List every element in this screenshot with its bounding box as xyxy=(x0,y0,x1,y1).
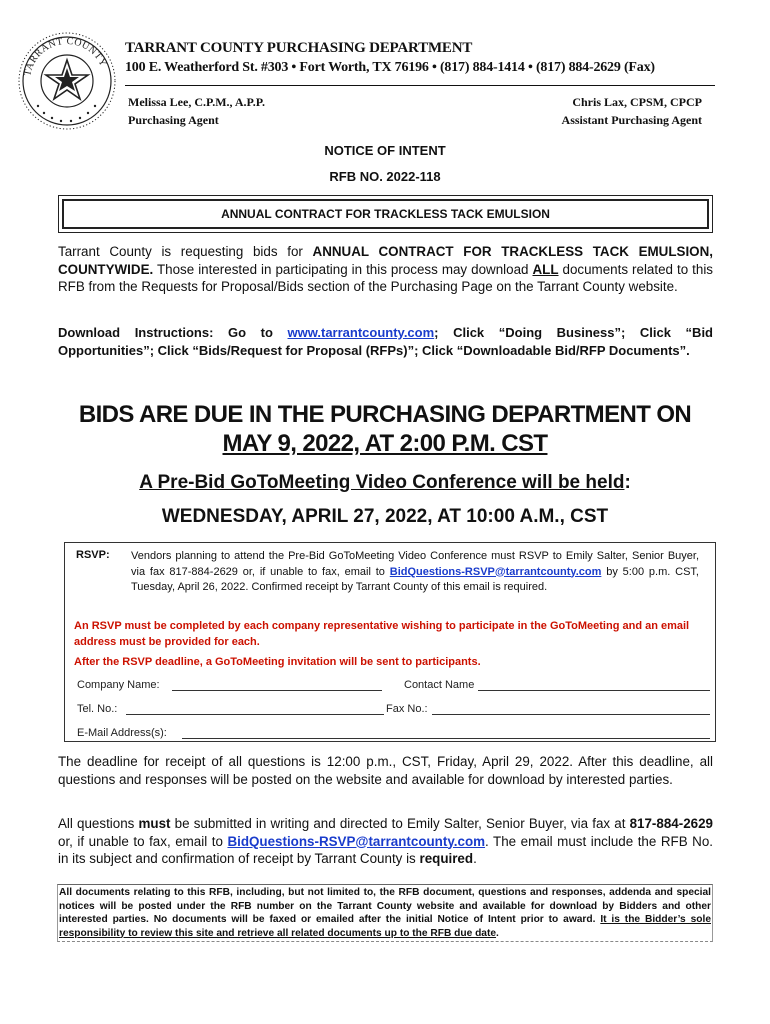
county-website-link[interactable]: www.tarrantcounty.com xyxy=(287,325,435,340)
notice-heading: NOTICE OF INTENT xyxy=(324,143,446,158)
questions-deadline-paragraph: The deadline for receipt of all questions is 12:00 p.m., CST, Friday, April 29, 2022. After this deadline, all questions and responses will be posted on the website and available for download by interested parties. xyxy=(58,754,713,787)
company-name-label: Company Name: xyxy=(77,679,160,691)
fax-label: Fax No.: xyxy=(386,703,428,715)
fax-field[interactable] xyxy=(432,714,710,715)
rsvp-requirement-notice: An RSVP must be completed by each company representative wishing to participate in the GoToMeeting and an email address must be provided for each. xyxy=(74,620,690,648)
intro-paragraph: Tarrant County is requesting bids for ANNUAL CONTRACT FOR TRACKLESS TACK EMULSION, COUNTYWIDE. Those interested in participating in this process may download ALL documents related to this RFB from the Requests for Proposal/Bids section of the Purchasing Page on the Tarrant County website. xyxy=(58,244,713,294)
rsvp-invitation-notice: After the RSVP deadline, a GoToMeeting invitation will be sent to participants. xyxy=(74,656,481,668)
prebid-heading: A Pre-Bid GoToMeeting Video Conference will be held: xyxy=(139,472,631,493)
department-name: TARRANT COUNTY PURCHASING DEPARTMENT xyxy=(125,40,473,56)
svg-text:TARRANT COUNTY: TARRANT COUNTY xyxy=(22,35,109,77)
purchasing-agent-block xyxy=(128,93,265,129)
bids-due-heading: BIDS ARE DUE IN THE PURCHASING DEPARTMENT ON xyxy=(78,401,692,428)
rsvp-instructions: Vendors planning to attend the Pre-Bid GoToMeeting Video Conference must RSVP to Emily Salter, Senior Buyer, via fax 817-884-2629 or, if unable to fax, email to BidQuestions-RSVP@tarrantcounty.com by 5:00 p.m. CST, Tuesday, April 26, 2022. Confirmed receipt by Tarrant County of this email is required. xyxy=(131,550,699,593)
purchasing-agent-name: Melissa Lee, C.P.M., A.P.P. xyxy=(128,95,265,109)
download-instructions: Download Instructions: Go to www.tarrantcounty.com; Click “Doing Business”; Click “Bid Opportunities”; Click “Bids/Request for Proposal (RFPs)”; Click “Downloadable Bid/RFP Documents”. xyxy=(58,325,713,358)
rfb-number: RFB NO. 2022-118 xyxy=(329,169,441,184)
company-name-field[interactable] xyxy=(172,690,382,691)
questions-submission-paragraph: All questions must be submitted in writing and directed to Emily Salter, Senior Buyer, via fax at 817-884-2629 or, if unable to fax, email to BidQuestions-RSVP@tarrantcounty.com. The email must include the RFB No. in its subject and confirmation of receipt by Tarrant County is required. xyxy=(58,816,713,866)
tel-label: Tel. No.: xyxy=(77,703,118,715)
contract-title-box xyxy=(58,195,713,233)
bids-due-date: MAY 9, 2022, AT 2:00 P.M. CST xyxy=(222,430,548,457)
purchasing-agent-title: Purchasing Agent xyxy=(128,113,219,127)
tel-field[interactable] xyxy=(126,714,384,715)
department-address: 100 E. Weatherford St. #303 • Fort Worth, TX 76196 • (817) 884-1414 • (817) 884-2629 (Fax) xyxy=(125,60,655,75)
county-seal-logo xyxy=(16,30,118,132)
email-address-field[interactable] xyxy=(182,738,710,739)
email-address-label: E-Mail Address(s): xyxy=(77,727,167,739)
contact-name-field[interactable] xyxy=(478,690,710,691)
assistant-agent-title: Assistant Purchasing Agent xyxy=(561,113,702,127)
assistant-agent-name: Chris Lax, CPSM, CPCP xyxy=(572,95,702,109)
assistant-agent-block xyxy=(562,93,702,129)
documents-notice: All documents relating to this RFB, including, but not limited to, the RFB document, questions and responses, addenda and special notices will be posted under the RFB number on the Tarrant County website and available for download by Bidders and other interested parties. No documents will be faxed or emailed after the initial Notice of Intent prior to award. It is the Bidder’s sole responsibility to review this site and retrieve all related documents up to the RFB due date. xyxy=(59,887,711,939)
questions-email-link[interactable]: BidQuestions-RSVP@tarrantcounty.com xyxy=(227,833,486,849)
letterhead-divider xyxy=(125,85,715,86)
prebid-date: WEDNESDAY, APRIL 27, 2022, AT 10:00 A.M., CST xyxy=(161,506,609,527)
rsvp-email-link[interactable]: BidQuestions-RSVP@tarrantcounty.com xyxy=(389,565,602,578)
contact-name-label: Contact Name xyxy=(404,679,475,691)
contract-title: ANNUAL CONTRACT FOR TRACKLESS TACK EMULSION xyxy=(62,199,709,229)
rsvp-label: RSVP: xyxy=(76,549,110,561)
